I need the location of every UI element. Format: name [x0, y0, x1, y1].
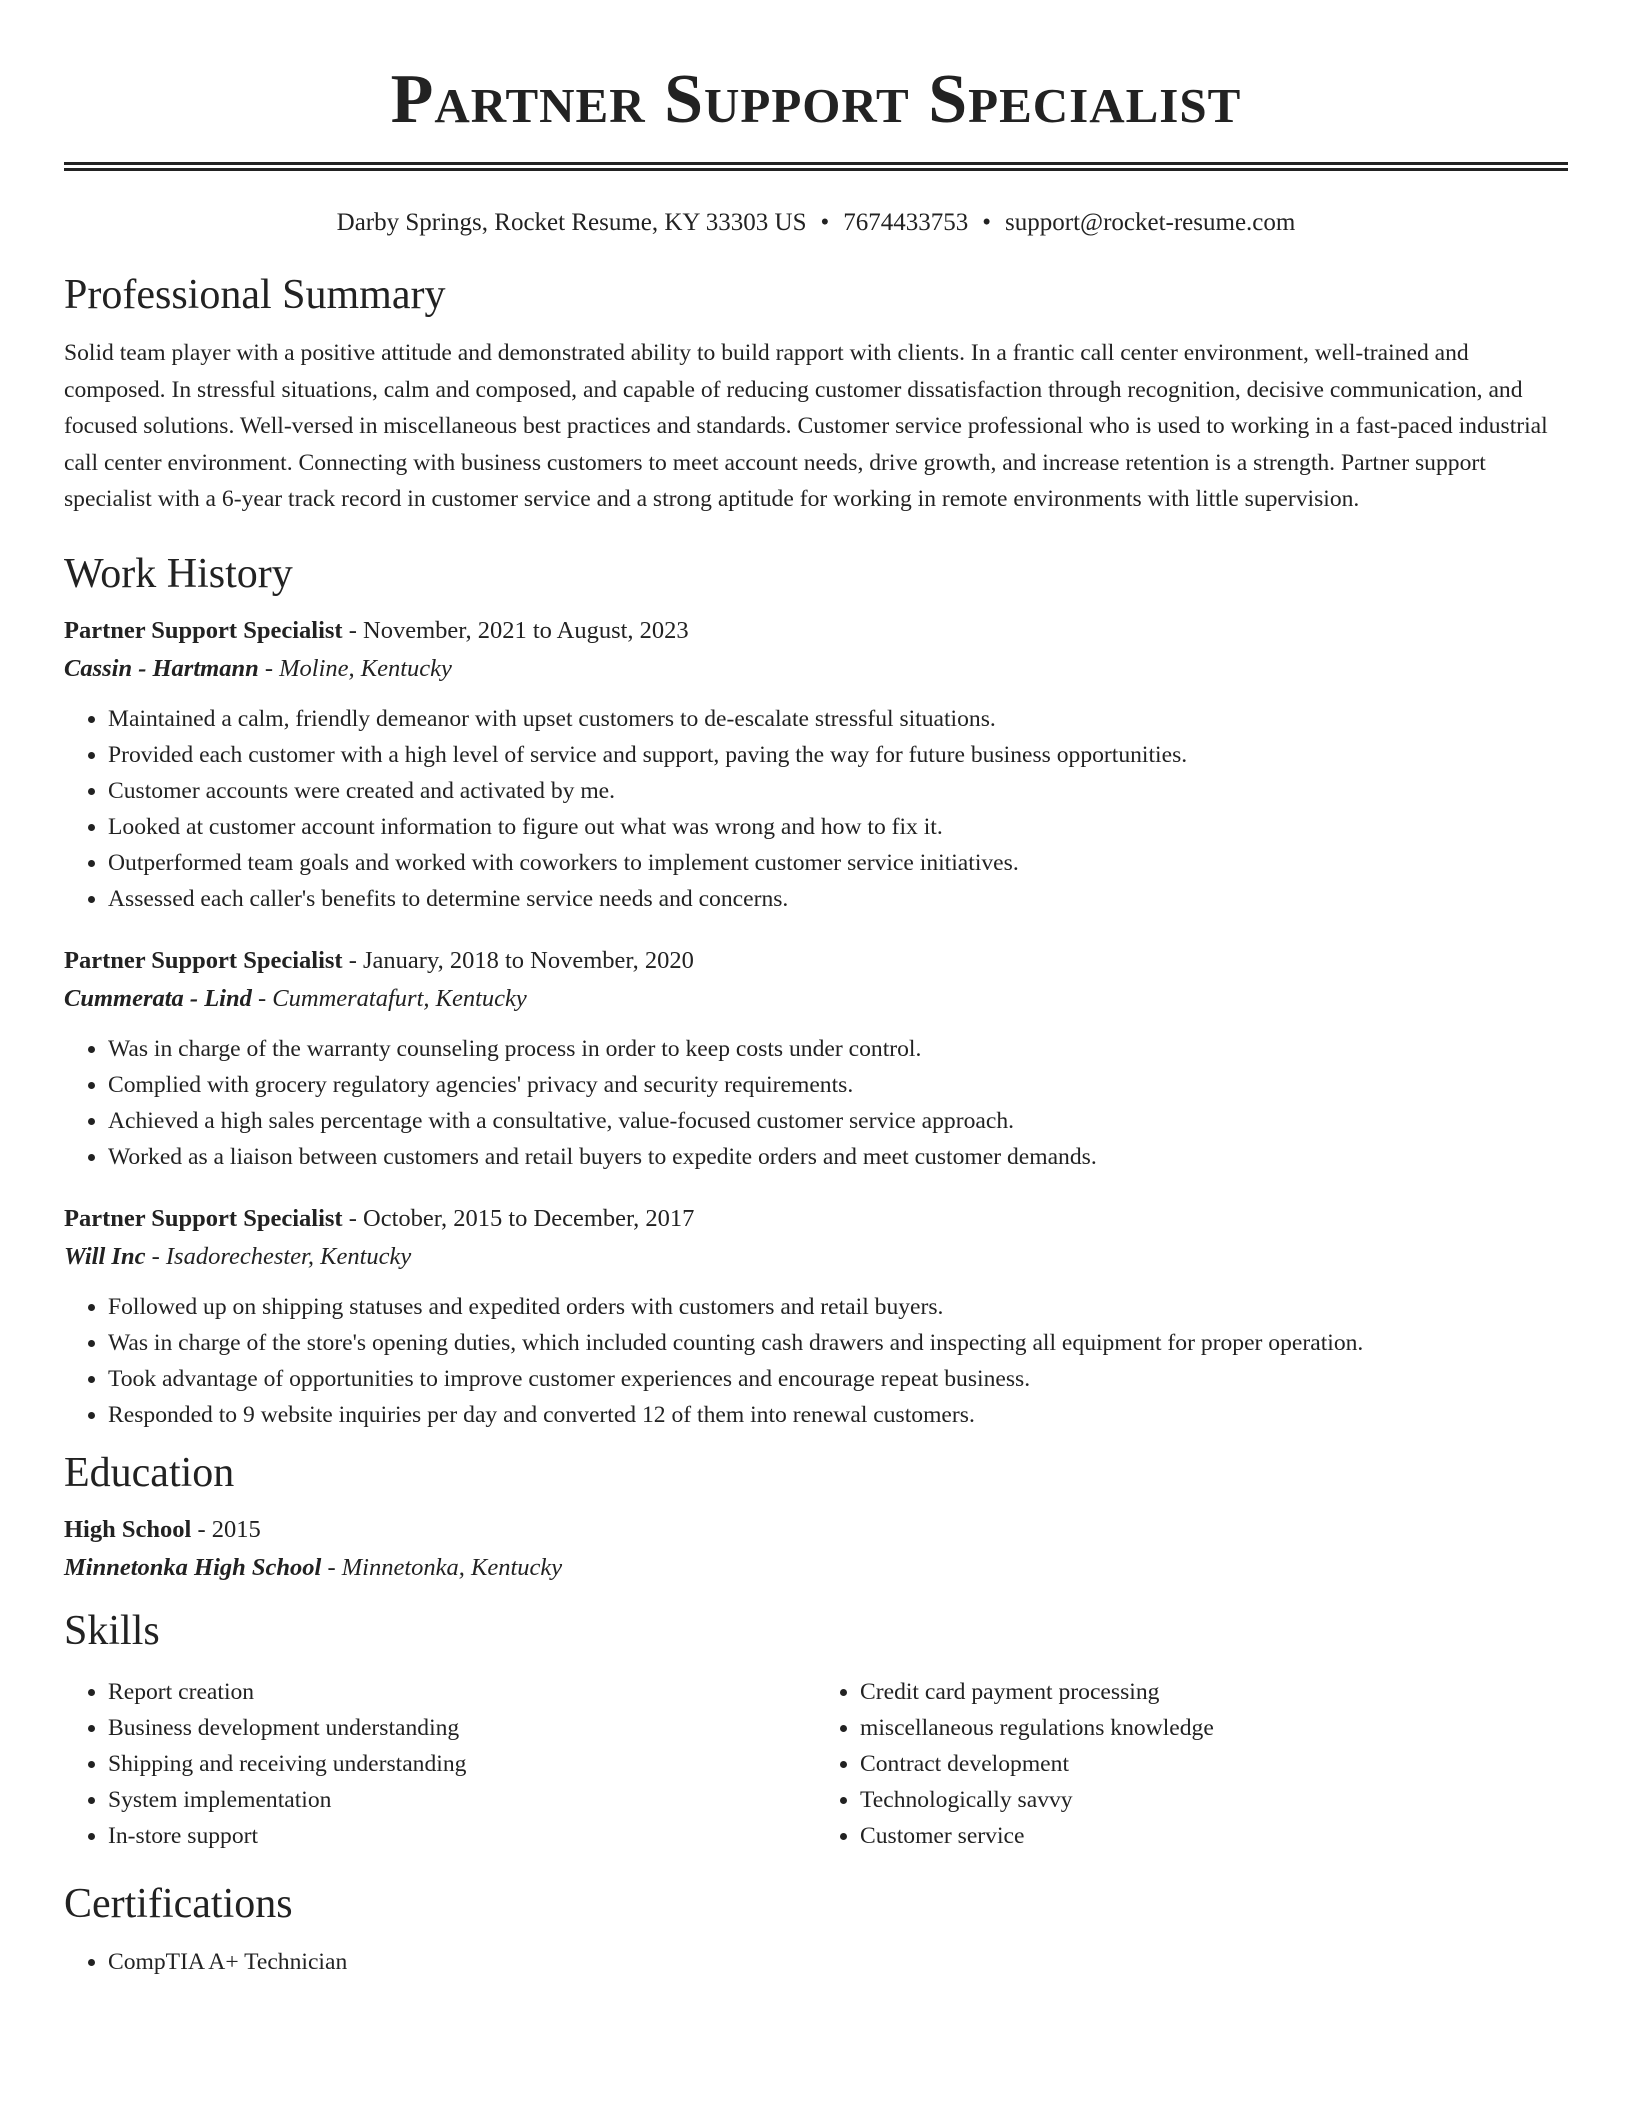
skill-item: • miscellaneous regulations knowledge [860, 1710, 1568, 1746]
resume-name: Partner Support Specialist [390, 61, 1242, 138]
job-location: Cummeratafurt, Kentucky [272, 984, 527, 1012]
job-bullet: • Followed up on shipping statuses and expedited orders with customers and retail buyers. [108, 1289, 1568, 1325]
job-company-line: Will Inc - Isadorechester, Kentucky [64, 1242, 412, 1270]
contact-address: Darby Springs, Rocket Resume, KY 33303 US [336, 209, 807, 236]
job-bullet: • Provided each customer with a high level of service and support, paving the way for future business opportunities. [108, 737, 1568, 773]
skills-section [64, 1605, 1568, 1854]
job-bullets [64, 1289, 1568, 1433]
contact-separator: • [982, 209, 992, 236]
skill-item: • Technologically savvy [860, 1782, 1568, 1818]
education-heading: Education [64, 1449, 235, 1496]
job-bullet: • Was in charge of the warranty counseling process in order to keep costs under control. [108, 1031, 1568, 1067]
job-bullet: • Responded to 9 website inquiries per day and converted 12 of them into renewal customers. [108, 1397, 1568, 1433]
job-bullet: • Was in charge of the store's opening duties, which included counting cash drawers and inspecting all equipment for proper operation. [108, 1325, 1568, 1361]
skill-item: • Report creation [108, 1674, 816, 1710]
skill-item: • Shipping and receiving understanding [108, 1746, 816, 1782]
education-section [64, 1447, 1568, 1587]
job-company: Cummerata - Lind [64, 984, 252, 1012]
job-dates: October, 2015 to December, 2017 [363, 1204, 695, 1232]
job-dates: January, 2018 to November, 2020 [363, 946, 694, 974]
education-school-line: Minnetonka High School - Minnetonka, Kentucky [64, 1553, 563, 1581]
job-title: Partner Support Specialist [64, 616, 343, 644]
summary-text: Solid team player with a positive attitude and demonstrated ability to build rapport with clients. In a frantic call center environment, well-trained and composed. In stressful situations, calm and composed, and capable of reducing customer dissatisfaction through recognition, decisive communication, and focused solutions. Well-versed in miscellaneous best practices and standards. Customer service professional who is used to working in a fast-paced industrial call center environment. Connecting with business customers to meet account needs, drive growth, and increase retention is a strength. Partner support specialist with a 6-year track record in customer service and a strong aptitude for working in remote environments with little supervision. [64, 340, 1548, 512]
job-company: Will Inc [64, 1242, 146, 1270]
contact-separator: • [820, 209, 830, 236]
skills-left-column [64, 1674, 816, 1854]
resume-page [64, 0, 1568, 1980]
contact-email[interactable]: support@rocket-resume.com [1005, 209, 1296, 236]
certifications-list [64, 1944, 1568, 1980]
job-entry [64, 612, 1568, 917]
job-bullet: • Customer accounts were created and activated by me. [108, 773, 1568, 809]
job-bullets [64, 1031, 1568, 1175]
skill-item: • Business development understanding [108, 1710, 816, 1746]
skills-heading: Skills [64, 1607, 160, 1654]
job-bullet: • Achieved a high sales percentage with a consultative, value-focused customer service approach. [108, 1103, 1568, 1139]
job-bullets [64, 701, 1568, 917]
job-entry [64, 1200, 1568, 1433]
job-bullet: • Outperformed team goals and worked with coworkers to implement customer service initiatives. [108, 845, 1568, 881]
skill-item: • System implementation [108, 1782, 816, 1818]
education-year: 2015 [211, 1515, 261, 1543]
certifications-heading: Certifications [64, 1880, 293, 1927]
education-degree-line: High School - 2015 [64, 1515, 261, 1543]
job-dates: November, 2021 to August, 2023 [363, 616, 689, 644]
job-title-line: Partner Support Specialist - January, 2018 to November, 2020 [64, 946, 694, 974]
job-bullet: • Worked as a liaison between customers and retail buyers to expedite orders and meet customer demands. [108, 1139, 1568, 1175]
header-divider [64, 162, 1568, 171]
job-company: Cassin - Hartmann [64, 654, 259, 682]
skills-right-column [816, 1674, 1568, 1854]
job-title: Partner Support Specialist [64, 1204, 343, 1232]
education-entry [64, 1511, 1568, 1587]
job-bullet: • Maintained a calm, friendly demeanor with upset customers to de-escalate stressful situations. [108, 701, 1568, 737]
job-company-line: Cassin - Hartmann - Moline, Kentucky [64, 654, 452, 682]
job-entry [64, 942, 1568, 1175]
job-title-line: Partner Support Specialist - November, 2021 to August, 2023 [64, 616, 689, 644]
job-bullet: • Complied with grocery regulatory agencies' privacy and security requirements. [108, 1067, 1568, 1103]
job-location: Isadorechester, Kentucky [165, 1242, 412, 1270]
job-bullet: • Took advantage of opportunities to improve customer experiences and encourage repeat business. [108, 1361, 1568, 1397]
contact-phone: 7674433753 [843, 209, 969, 236]
work-history-heading: Work History [64, 550, 293, 597]
education-degree: High School [64, 1515, 192, 1543]
job-location: Moline, Kentucky [279, 654, 452, 682]
skill-item: • Customer service [860, 1818, 1568, 1854]
contact-line [64, 207, 1568, 239]
education-location: Minnetonka, Kentucky [341, 1553, 563, 1581]
work-history-section [64, 548, 1568, 1433]
certifications-section [64, 1878, 1568, 1980]
skill-item: • Contract development [860, 1746, 1568, 1782]
job-title-line: Partner Support Specialist - October, 2015 to December, 2017 [64, 1204, 695, 1232]
certification-item: • CompTIA A+ Technician [108, 1944, 1568, 1980]
skill-item: • Credit card payment processing [860, 1674, 1568, 1710]
job-bullet: • Looked at customer account information to figure out what was wrong and how to fix it. [108, 809, 1568, 845]
job-bullet: • Assessed each caller's benefits to determine service needs and concerns. [108, 881, 1568, 917]
education-school: Minnetonka High School [64, 1553, 322, 1581]
skill-item: • In-store support [108, 1818, 816, 1854]
job-title: Partner Support Specialist [64, 946, 343, 974]
summary-section [64, 269, 1568, 518]
job-company-line: Cummerata - Lind - Cummeratafurt, Kentucky [64, 984, 527, 1012]
skills-columns [64, 1674, 1568, 1854]
summary-heading: Professional Summary [64, 272, 446, 318]
